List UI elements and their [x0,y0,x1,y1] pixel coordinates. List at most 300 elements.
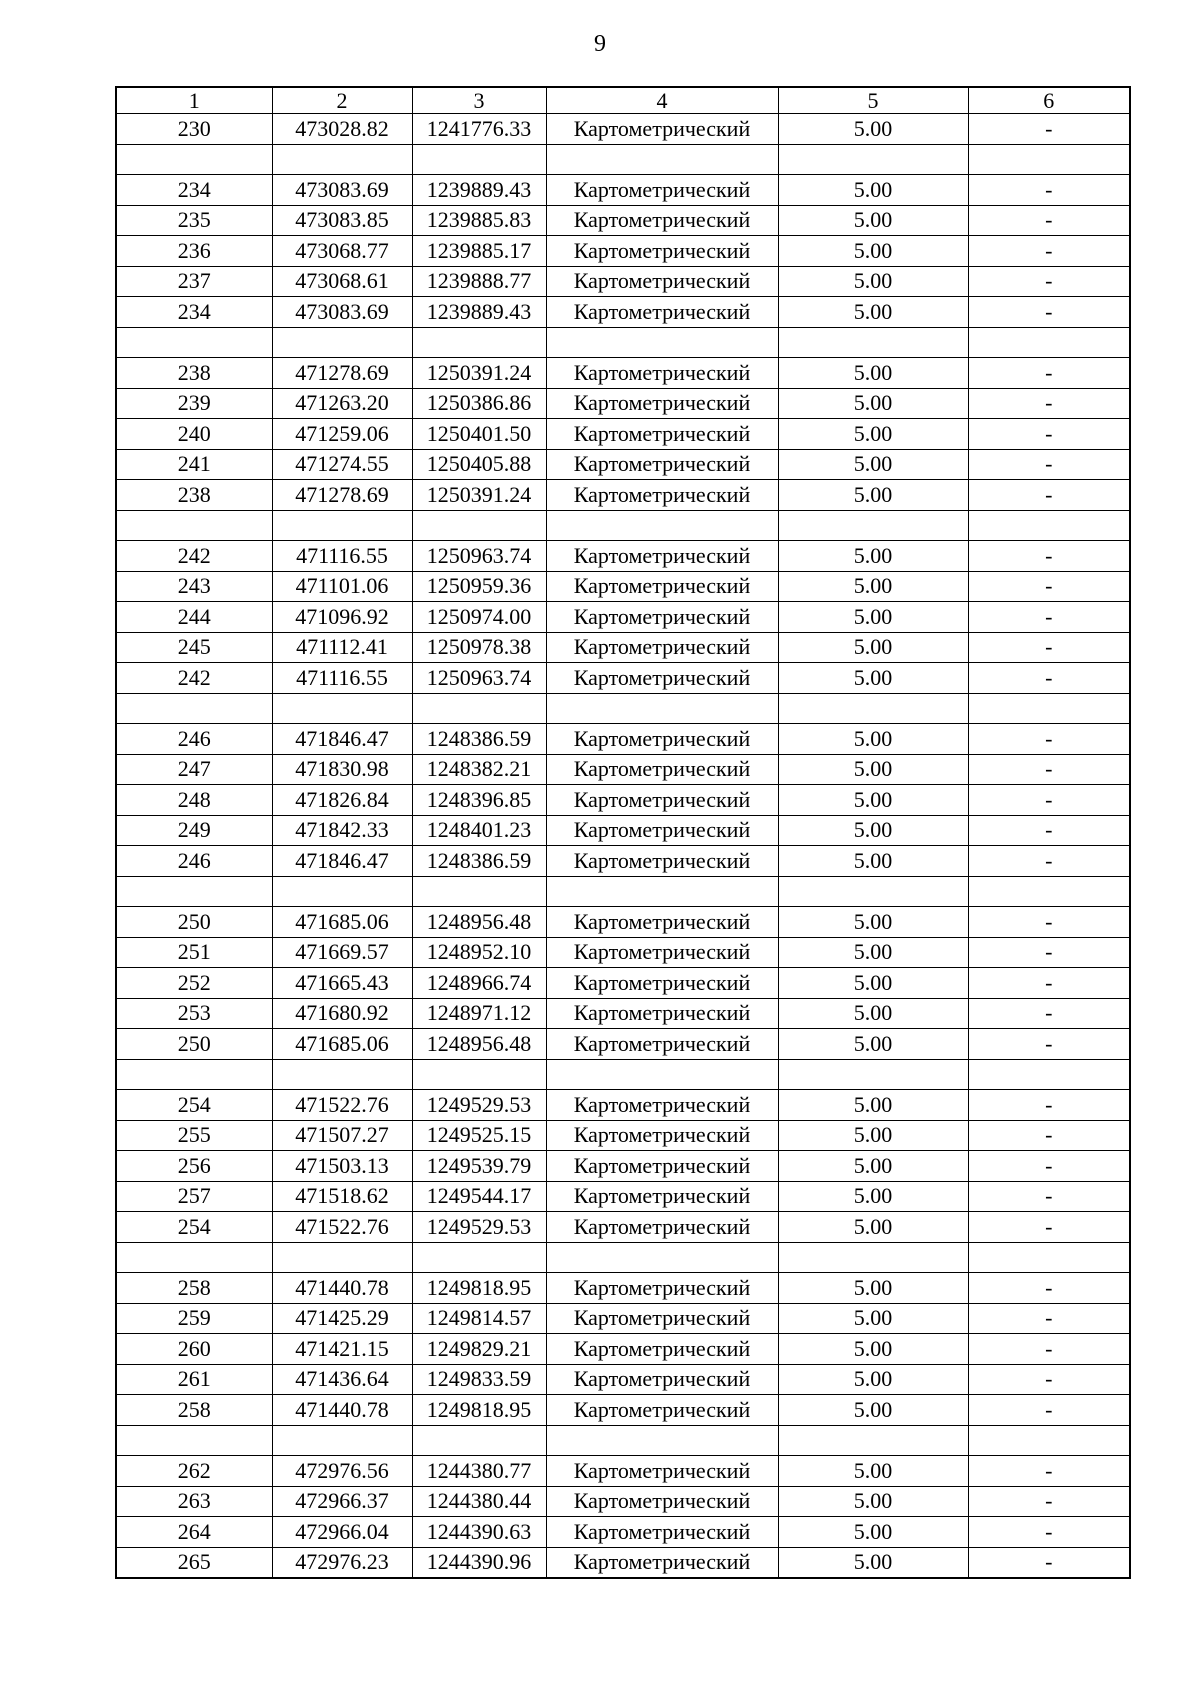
method-cell: Картометрический [546,1364,778,1395]
point-number-cell: 240 [116,419,272,450]
method-cell: Картометрический [546,1456,778,1487]
note-cell: - [968,1212,1130,1243]
table-row [116,236,1130,267]
accuracy-cell: 5.00 [778,1273,968,1304]
y-coordinate-cell: 1239885.83 [412,205,546,236]
point-number-cell: 260 [116,1334,272,1365]
x-coordinate-cell: 471685.06 [272,907,412,938]
point-number-cell: 251 [116,937,272,968]
method-cell: Картометрический [546,419,778,450]
accuracy-cell: 5.00 [778,571,968,602]
x-coordinate-cell: 471116.55 [272,541,412,572]
method-cell: Картометрический [546,1029,778,1060]
point-number-cell [116,327,272,358]
point-number-cell [116,693,272,724]
note-cell: - [968,968,1130,999]
table-row [116,785,1130,816]
point-number-cell [116,144,272,175]
table-row [116,205,1130,236]
x-coordinate-cell: 472976.56 [272,1456,412,1487]
table-row [116,754,1130,785]
point-number-cell: 243 [116,571,272,602]
note-cell: - [968,1547,1130,1578]
y-coordinate-cell: 1250963.74 [412,663,546,694]
note-cell: - [968,998,1130,1029]
accuracy-cell: 5.00 [778,541,968,572]
x-coordinate-cell: 471522.76 [272,1090,412,1121]
method-cell: Картометрический [546,1517,778,1548]
table-body [116,87,1130,1578]
point-number-cell: 238 [116,358,272,389]
table-row [116,480,1130,511]
table-row [116,1059,1130,1090]
x-coordinate-cell: 471507.27 [272,1120,412,1151]
x-coordinate-cell: 473068.77 [272,236,412,267]
point-number-cell: 247 [116,754,272,785]
point-number-cell: 246 [116,846,272,877]
y-coordinate-cell [412,1059,546,1090]
x-coordinate-cell: 471842.33 [272,815,412,846]
column-header-6: 6 [968,87,1130,114]
note-cell: - [968,1151,1130,1182]
note-cell: - [968,754,1130,785]
note-cell: - [968,358,1130,389]
table-row [116,1425,1130,1456]
accuracy-cell [778,510,968,541]
y-coordinate-cell: 1250405.88 [412,449,546,480]
y-coordinate-cell: 1250401.50 [412,419,546,450]
y-coordinate-cell: 1248382.21 [412,754,546,785]
x-coordinate-cell: 471278.69 [272,358,412,389]
x-coordinate-cell: 471830.98 [272,754,412,785]
y-coordinate-cell: 1248952.10 [412,937,546,968]
method-cell: Картометрический [546,1181,778,1212]
y-coordinate-cell [412,327,546,358]
y-coordinate-cell: 1250386.86 [412,388,546,419]
x-coordinate-cell: 471278.69 [272,480,412,511]
point-number-cell: 262 [116,1456,272,1487]
accuracy-cell: 5.00 [778,632,968,663]
note-cell [968,327,1130,358]
y-coordinate-cell: 1241776.33 [412,114,546,145]
table-row [116,724,1130,755]
accuracy-cell: 5.00 [778,937,968,968]
accuracy-cell: 5.00 [778,1151,968,1182]
x-coordinate-cell: 471680.92 [272,998,412,1029]
y-coordinate-cell: 1249818.95 [412,1273,546,1304]
coordinates-table [115,86,1131,1579]
method-cell: Картометрический [546,724,778,755]
point-number-cell: 265 [116,1547,272,1578]
table-row [116,541,1130,572]
x-coordinate-cell: 471665.43 [272,968,412,999]
method-cell: Картометрический [546,236,778,267]
point-number-cell: 230 [116,114,272,145]
table-row [116,815,1130,846]
accuracy-cell: 5.00 [778,266,968,297]
method-cell: Картометрический [546,754,778,785]
note-cell: - [968,205,1130,236]
accuracy-cell [778,327,968,358]
x-coordinate-cell: 473068.61 [272,266,412,297]
table-row [116,327,1130,358]
y-coordinate-cell: 1248386.59 [412,846,546,877]
accuracy-cell: 5.00 [778,1212,968,1243]
method-cell: Картометрический [546,1212,778,1243]
accuracy-cell: 5.00 [778,297,968,328]
y-coordinate-cell: 1244380.44 [412,1486,546,1517]
column-header-5: 5 [778,87,968,114]
point-number-cell: 255 [116,1120,272,1151]
point-number-cell: 235 [116,205,272,236]
y-coordinate-cell: 1249529.53 [412,1212,546,1243]
table-row [116,571,1130,602]
method-cell: Картометрический [546,937,778,968]
note-cell: - [968,571,1130,602]
x-coordinate-cell [272,510,412,541]
point-number-cell: 246 [116,724,272,755]
accuracy-cell [778,1242,968,1273]
y-coordinate-cell: 1244380.77 [412,1456,546,1487]
y-coordinate-cell: 1248966.74 [412,968,546,999]
note-cell: - [968,1395,1130,1426]
table-header-row [116,87,1130,114]
accuracy-cell: 5.00 [778,602,968,633]
y-coordinate-cell: 1250974.00 [412,602,546,633]
x-coordinate-cell: 471116.55 [272,663,412,694]
table-row [116,419,1130,450]
note-cell: - [968,907,1130,938]
table-row [116,449,1130,480]
table-row [116,144,1130,175]
point-number-cell: 254 [116,1212,272,1243]
accuracy-cell: 5.00 [778,175,968,206]
method-cell: Картометрический [546,602,778,633]
note-cell: - [968,1456,1130,1487]
table-row [116,510,1130,541]
table-row [116,1212,1130,1243]
note-cell [968,510,1130,541]
page-number: 9 [594,31,606,57]
y-coordinate-cell: 1248396.85 [412,785,546,816]
x-coordinate-cell: 471421.15 [272,1334,412,1365]
method-cell [546,1425,778,1456]
accuracy-cell: 5.00 [778,1364,968,1395]
y-coordinate-cell [412,144,546,175]
table-row [116,602,1130,633]
note-cell: - [968,1181,1130,1212]
accuracy-cell: 5.00 [778,1486,968,1517]
x-coordinate-cell: 472966.37 [272,1486,412,1517]
point-number-cell: 257 [116,1181,272,1212]
y-coordinate-cell: 1239885.17 [412,236,546,267]
note-cell: - [968,632,1130,663]
method-cell: Картометрический [546,1547,778,1578]
note-cell: - [968,1517,1130,1548]
point-number-cell: 242 [116,541,272,572]
table-row [116,1456,1130,1487]
point-number-cell: 250 [116,1029,272,1060]
y-coordinate-cell: 1244390.63 [412,1517,546,1548]
x-coordinate-cell [272,1059,412,1090]
y-coordinate-cell: 1249529.53 [412,1090,546,1121]
accuracy-cell: 5.00 [778,1334,968,1365]
point-number-cell: 237 [116,266,272,297]
table-row [116,297,1130,328]
point-number-cell: 249 [116,815,272,846]
note-cell: - [968,480,1130,511]
table-row [116,1029,1130,1060]
y-coordinate-cell: 1249544.17 [412,1181,546,1212]
point-number-cell: 254 [116,1090,272,1121]
x-coordinate-cell: 471263.20 [272,388,412,419]
x-coordinate-cell [272,144,412,175]
table-row [116,1547,1130,1578]
accuracy-cell: 5.00 [778,1029,968,1060]
column-header-4: 4 [546,87,778,114]
x-coordinate-cell: 471101.06 [272,571,412,602]
note-cell: - [968,541,1130,572]
note-cell: - [968,297,1130,328]
method-cell: Картометрический [546,1334,778,1365]
note-cell: - [968,1486,1130,1517]
method-cell: Картометрический [546,632,778,663]
method-cell: Картометрический [546,785,778,816]
point-number-cell: 236 [116,236,272,267]
point-number-cell: 245 [116,632,272,663]
x-coordinate-cell: 471522.76 [272,1212,412,1243]
y-coordinate-cell: 1250959.36 [412,571,546,602]
accuracy-cell: 5.00 [778,1120,968,1151]
point-number-cell: 259 [116,1303,272,1334]
note-cell: - [968,175,1130,206]
x-coordinate-cell [272,693,412,724]
table-row [116,1395,1130,1426]
point-number-cell: 263 [116,1486,272,1517]
x-coordinate-cell: 471826.84 [272,785,412,816]
accuracy-cell: 5.00 [778,1395,968,1426]
note-cell [968,1425,1130,1456]
method-cell: Картометрический [546,1395,778,1426]
accuracy-cell: 5.00 [778,724,968,755]
method-cell: Картометрический [546,541,778,572]
note-cell: - [968,114,1130,145]
method-cell: Картометрический [546,266,778,297]
note-cell: - [968,1029,1130,1060]
note-cell: - [968,724,1130,755]
x-coordinate-cell: 471436.64 [272,1364,412,1395]
accuracy-cell [778,1059,968,1090]
note-cell: - [968,937,1130,968]
accuracy-cell: 5.00 [778,785,968,816]
table-row [116,907,1130,938]
table-row [116,1273,1130,1304]
table-row [116,1303,1130,1334]
method-cell: Картометрический [546,998,778,1029]
y-coordinate-cell: 1239888.77 [412,266,546,297]
y-coordinate-cell [412,1425,546,1456]
accuracy-cell: 5.00 [778,1547,968,1578]
accuracy-cell: 5.00 [778,449,968,480]
table-row [116,693,1130,724]
accuracy-cell: 5.00 [778,114,968,145]
accuracy-cell: 5.00 [778,480,968,511]
accuracy-cell [778,693,968,724]
y-coordinate-cell: 1248956.48 [412,1029,546,1060]
method-cell: Картометрический [546,571,778,602]
y-coordinate-cell: 1244390.96 [412,1547,546,1578]
y-coordinate-cell [412,876,546,907]
note-cell [968,144,1130,175]
note-cell: - [968,266,1130,297]
y-coordinate-cell: 1248386.59 [412,724,546,755]
x-coordinate-cell: 471685.06 [272,1029,412,1060]
accuracy-cell: 5.00 [778,205,968,236]
table-row [116,1120,1130,1151]
point-number-cell: 258 [116,1273,272,1304]
point-number-cell [116,1059,272,1090]
point-number-cell: 252 [116,968,272,999]
method-cell: Картометрический [546,1486,778,1517]
y-coordinate-cell: 1249833.59 [412,1364,546,1395]
point-number-cell: 234 [116,297,272,328]
point-number-cell: 239 [116,388,272,419]
x-coordinate-cell: 472976.23 [272,1547,412,1578]
method-cell: Картометрический [546,1120,778,1151]
x-coordinate-cell [272,876,412,907]
note-cell: - [968,419,1130,450]
table-row [116,632,1130,663]
method-cell: Картометрический [546,480,778,511]
table-row [116,968,1130,999]
x-coordinate-cell: 471846.47 [272,724,412,755]
accuracy-cell: 5.00 [778,1303,968,1334]
method-cell: Картометрический [546,815,778,846]
accuracy-cell: 5.00 [778,1456,968,1487]
table-row [116,1151,1130,1182]
note-cell: - [968,815,1130,846]
note-cell: - [968,785,1130,816]
table-row [116,1486,1130,1517]
x-coordinate-cell [272,1242,412,1273]
x-coordinate-cell: 473083.69 [272,175,412,206]
y-coordinate-cell [412,1242,546,1273]
y-coordinate-cell: 1249539.79 [412,1151,546,1182]
point-number-cell [116,876,272,907]
y-coordinate-cell: 1248956.48 [412,907,546,938]
note-cell: - [968,1090,1130,1121]
table-row [116,114,1130,145]
method-cell: Картометрический [546,846,778,877]
note-cell [968,1242,1130,1273]
table-row [116,1364,1130,1395]
y-coordinate-cell: 1248401.23 [412,815,546,846]
method-cell [546,327,778,358]
method-cell: Картометрический [546,1273,778,1304]
table-row [116,846,1130,877]
method-cell: Картометрический [546,1090,778,1121]
accuracy-cell: 5.00 [778,754,968,785]
x-coordinate-cell: 471503.13 [272,1151,412,1182]
table-row [116,1181,1130,1212]
note-cell: - [968,663,1130,694]
accuracy-cell: 5.00 [778,388,968,419]
method-cell: Картометрический [546,297,778,328]
point-number-cell: 264 [116,1517,272,1548]
method-cell [546,1059,778,1090]
method-cell: Картометрический [546,907,778,938]
accuracy-cell: 5.00 [778,968,968,999]
accuracy-cell: 5.00 [778,1517,968,1548]
point-number-cell: 250 [116,907,272,938]
note-cell: - [968,1120,1130,1151]
y-coordinate-cell [412,693,546,724]
y-coordinate-cell: 1239889.43 [412,175,546,206]
method-cell: Картометрический [546,663,778,694]
note-cell: - [968,388,1130,419]
column-header-2: 2 [272,87,412,114]
point-number-cell: 256 [116,1151,272,1182]
note-cell: - [968,1364,1130,1395]
table-row [116,937,1130,968]
point-number-cell: 258 [116,1395,272,1426]
note-cell: - [968,449,1130,480]
accuracy-cell: 5.00 [778,846,968,877]
method-cell: Картометрический [546,449,778,480]
accuracy-cell [778,876,968,907]
x-coordinate-cell: 471259.06 [272,419,412,450]
point-number-cell: 238 [116,480,272,511]
method-cell [546,144,778,175]
accuracy-cell [778,1425,968,1456]
x-coordinate-cell [272,1425,412,1456]
method-cell: Картометрический [546,205,778,236]
note-cell: - [968,1273,1130,1304]
y-coordinate-cell: 1249814.57 [412,1303,546,1334]
accuracy-cell [778,144,968,175]
note-cell: - [968,1334,1130,1365]
table-row [116,1517,1130,1548]
point-number-cell: 244 [116,602,272,633]
method-cell: Картометрический [546,175,778,206]
method-cell: Картометрический [546,1151,778,1182]
y-coordinate-cell: 1239889.43 [412,297,546,328]
table-row [116,1090,1130,1121]
y-coordinate-cell: 1248971.12 [412,998,546,1029]
table-row [116,358,1130,389]
x-coordinate-cell: 471669.57 [272,937,412,968]
accuracy-cell: 5.00 [778,419,968,450]
note-cell [968,693,1130,724]
table-row [116,1334,1130,1365]
x-coordinate-cell: 473083.85 [272,205,412,236]
point-number-cell: 248 [116,785,272,816]
x-coordinate-cell: 473028.82 [272,114,412,145]
x-coordinate-cell: 471425.29 [272,1303,412,1334]
y-coordinate-cell [412,510,546,541]
accuracy-cell: 5.00 [778,236,968,267]
column-header-3: 3 [412,87,546,114]
table-row [116,175,1130,206]
x-coordinate-cell: 473083.69 [272,297,412,328]
point-number-cell: 253 [116,998,272,1029]
y-coordinate-cell: 1250978.38 [412,632,546,663]
point-number-cell: 242 [116,663,272,694]
accuracy-cell: 5.00 [778,1181,968,1212]
x-coordinate-cell: 471518.62 [272,1181,412,1212]
accuracy-cell: 5.00 [778,663,968,694]
note-cell [968,876,1130,907]
